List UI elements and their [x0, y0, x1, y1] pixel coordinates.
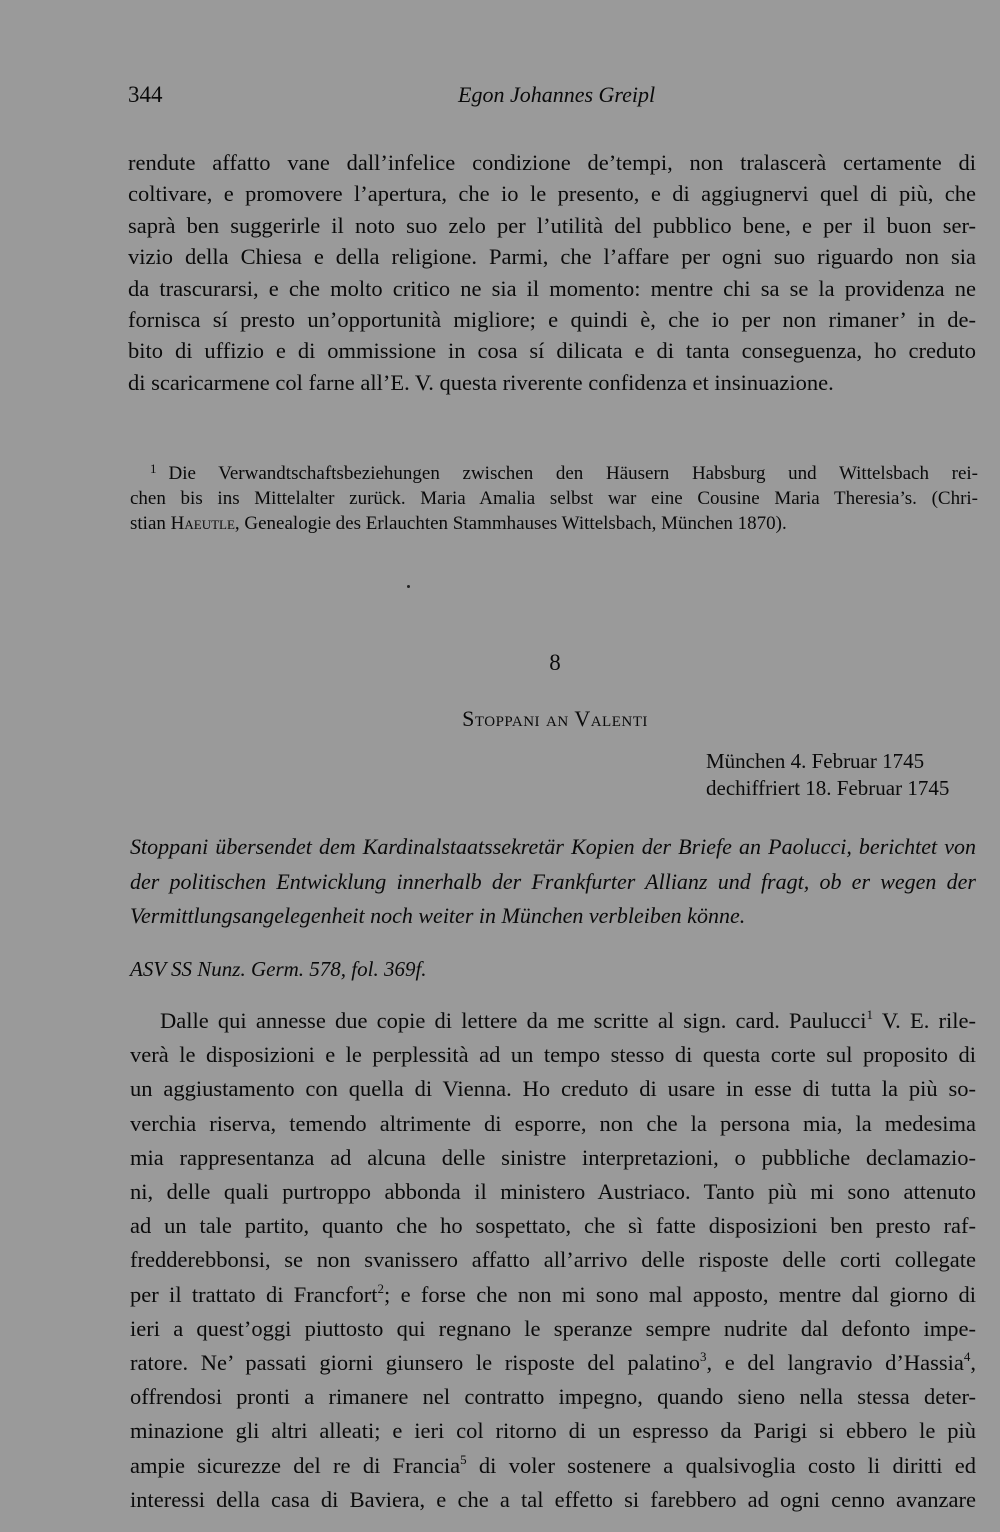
body-line: un aggiustamento con quella di Vienna. Ho creduto di usare in esse di tutta la più so- [130, 1076, 976, 1102]
text-line: rendute affatto vane dall’infelice condizione de’tempi, non tralascerà certamente di [128, 150, 976, 175]
body-line: verà le disposizioni e le perplessità ad un tempo stesso di questa corte sul proposito di [130, 1042, 976, 1068]
text-line: da trascurarsi, e che molto critico ne sia il momento: mentre chi sa se la providenza ne [128, 275, 976, 301]
text-line: bito di uffizio e di ommissione in cosa sí dilicata e di tanta conseguenza, ho creduto [128, 338, 976, 364]
footnote-reference: 2 [377, 1280, 384, 1296]
archival-source: ASV SS Nunz. Germ. 578, fol. 369f. [130, 957, 427, 981]
summary-line: Vermittlungsangelegenheit noch weiter in München verbleiben könne. [130, 903, 746, 928]
body-line: offrendosi pronti a rimanere nel contratto impegno, quando sieno nella stessa deter- [130, 1384, 976, 1410]
body-line: ratore. Ne’ passati giorni giunsero le risposte del palatino$^3$, e del langravio d’Hassia$^4$, [130, 1349, 977, 1376]
date-line: dechiffriert 18. Februar 1745 [706, 776, 950, 800]
footnote-line [130, 511, 978, 536]
letter-body [130, 1004, 976, 1517]
footnote-line [130, 456, 978, 486]
footnote-author-name: Haeutle [170, 513, 235, 534]
date-line: München 4. Februar 1745 [706, 749, 925, 773]
text-line: vizio della Chiesa e della religione. Parmi, che l’affare per ogni suo riguardo non sia [128, 244, 976, 270]
text-line: coltivare, e promovere l’apertura, che io le presento, e di aggiugnervi quel di più, che [128, 181, 976, 207]
body-line: fredderebbonsi, se non svanissero affatto all’arrivo delle risposte delle corti collegate [130, 1247, 976, 1273]
body-line: mia rappresentanza ad alcuna delle sinistre interpretazioni, o pubbliche declamazio- [130, 1144, 976, 1170]
text-line: di scaricarmene col farne all’E. V. questa riverente confidenza et insinuazione. [128, 369, 834, 395]
header-author: Egon Johannes Greipl [458, 82, 656, 107]
body-line: per il trattato di Francfort$^2$; e forse che non mi sono mal apposto, mentre dal giorno di [130, 1280, 976, 1307]
footnote-text: stian [130, 513, 171, 534]
summary-line: der politischen Entwicklung innerhalb der Frankfurter Allianz und fragt, ob er wegen der [130, 868, 976, 894]
body-line: ad un tale partito, quanto che ho sospettato, che sì fatte disposizioni ben presto raf- [130, 1213, 976, 1239]
letter-continuation-paragraph [128, 147, 976, 398]
document-number: 8 [549, 650, 561, 675]
footnote-reference: 1 [866, 1007, 874, 1022]
footnote-reference: 3 [700, 1349, 707, 1365]
text-line: fornisca sí presto un’opportunità migliore; e quindi è, che io per non rimaner’ in de- [128, 307, 976, 333]
body-line: ieri a quest’oggi piuttosto qui regnano le speranze sempre nudrite dal defonto impe- [130, 1315, 976, 1341]
document-summary [130, 830, 976, 934]
footnote [130, 456, 978, 536]
body-line: interessi della casa di Baviera, e che a tal effetto si farebbero ad ogni cenno avanzare [130, 1486, 976, 1512]
text-line: saprà ben suggerirle il noto suo zelo per l’utilità del pubblico bene, e per il buon ser- [128, 212, 976, 238]
body-line: verchia riserva, temendo altrimente di esporre, non che la persona mia, la medesima [130, 1110, 976, 1136]
footnote-text: Die Verwandtschaftsbeziehungen zwischen den Häusern Habsburg und Wittelsbach rei- [168, 463, 978, 484]
running-head [128, 82, 968, 112]
body-line: Dalle qui annesse due copie di lettere da me scritte al sign. card. Paulucci$^1$ V. E. rile- [160, 1007, 976, 1033]
footnote-text: , Genealogie des Erlauchten Stammhauses Wittelsbach, München 1870). [234, 513, 787, 534]
dateline [706, 748, 949, 802]
footnote-line: chen bis ins Mittelalter zurück. Maria Amalia selbst war eine Cousine Maria Theresia’s. (Chri- [130, 488, 978, 509]
body-line: minazione gli altri alleati; e ieri col ritorno di un espresso da Parigi si ebbero le più [130, 1418, 976, 1444]
page-number: 344 [128, 82, 163, 107]
footnote-reference: 5 [460, 1451, 467, 1467]
body-line: ampie sicurezze del re di Francia$^5$ di voler sostenere a qualsivoglia costo li diritti ed [130, 1451, 977, 1478]
stray-dot [407, 585, 410, 588]
body-line: ni, delle quali purtroppo abbonda il ministero Austriaco. Tanto più mi sono attenuto [130, 1179, 976, 1205]
footnote-marker: 1 [150, 461, 157, 476]
summary-line: Stoppani übersendet dem Kardinalstaatssekretär Kopien der Briefe an Paolucci, berichtet von [130, 834, 976, 859]
document-title: Stoppani an Valenti [462, 706, 648, 731]
footnote-reference: 4 [963, 1349, 971, 1365]
